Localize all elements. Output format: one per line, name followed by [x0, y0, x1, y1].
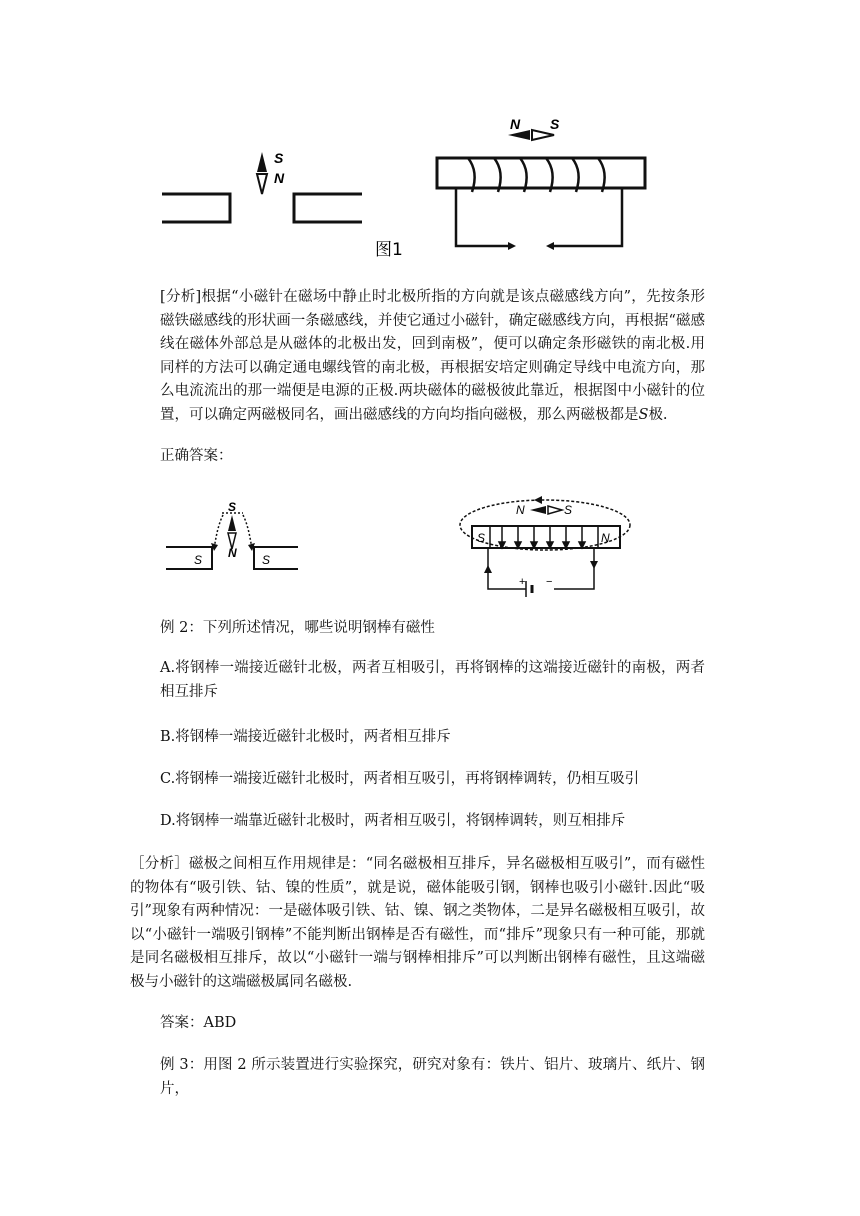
answer-compass-s-label: S [564, 503, 573, 517]
bar-magnet-right [294, 194, 362, 222]
solenoid [437, 158, 645, 188]
answer-current-up-arrow [484, 565, 492, 573]
current-arrow-right [546, 242, 554, 250]
current-arrow-left [508, 242, 516, 250]
battery-plus: + [519, 576, 526, 588]
example-3-question: 例 3：用图 2 所示装置进行实验探究，研究对象有：铁片、铝片、玻璃片、纸片、钢片， [160, 1057, 705, 1097]
battery-minus: − [546, 576, 553, 588]
answer-magnet-right [254, 547, 298, 569]
answer-compass-n [530, 506, 546, 514]
needle-pole-n: N [510, 116, 521, 132]
figure-1-caption: 图1 [375, 240, 403, 260]
example-2-question: 例 2：下列所述情况，哪些说明钢棒有磁性 [160, 620, 435, 636]
figure-2 [160, 485, 650, 605]
answer-solenoid-right-pole: N [601, 531, 610, 545]
answer-needle-bottom-pole: N [228, 546, 237, 560]
needle-pole-top: S [274, 150, 284, 166]
answer-solenoid-windings [499, 526, 585, 548]
example-2-option-c: C.将钢棒一端接近磁针北极时，两者相互吸引，再将钢棒调转，仍相互吸引 [160, 771, 640, 787]
answer-label: 正确答案： [160, 448, 233, 464]
answer-compass-s [548, 506, 562, 514]
example-2-answer: 答案：ABD [160, 1015, 237, 1031]
circuit-wire [456, 188, 622, 246]
answer-solenoid-left-pole: S [477, 531, 486, 545]
figure-1 [150, 110, 690, 260]
example-2-option-d: D.将钢棒一端靠近磁针北极时，两者相互吸引，将钢棒调转，则互相排斥 [160, 813, 626, 829]
answer-compass-n-label: N [516, 503, 525, 517]
solenoid-field-arrow [534, 496, 542, 504]
answer-magnet-right-pole: S [262, 553, 271, 567]
answer-magnet-left [166, 547, 212, 569]
answer-circuit-wire [488, 548, 594, 597]
needle-pole-bottom: N [274, 170, 285, 186]
answer-magnet-left-pole: S [194, 553, 203, 567]
example-2-analysis: ［分析］磁极之间相互作用规律是：“同名磁极相互排斥，异名磁极相互吸引”，而有磁性的物体有“吸引铁、钴、镍的性质”，就是说，磁体能吸引钢，钢棒也吸引小磁针.因此“吸引”现象有两种情况：一是磁体吸引铁、钴、镍、钢之类物体，二是异名磁极相互吸引，故以“小磁针一端吸引钢棒”不能判断出钢棒是否有磁性，而“排斥”现象只有一种可能，那就是同名磁极相互排斥，故以“小磁针一端与钢棒相排斥”可以判断出钢棒有磁性，且这端磁极与小磁针的这端磁极属同名磁极. [130, 856, 705, 990]
answer-current-down-arrow [590, 561, 598, 569]
analysis-paragraph-1: [分析]根据“小磁针在磁场中静止时北极所指的方向就是该点磁感线方向”，先按条形磁铁磁感线的形状画一条磁感线，并使它通过小磁针，确定磁感线方向，再根据“磁感线在磁体外部总是从磁体的北极出发，回到南极”，便可以确定条形磁铁的南北极.用同样的方法可以确定通电螺线管的南北极，再根据安培定则确定导线中电流方向，那么电流流出的那一端便是电源的正极.两块磁体的磁极彼此靠近，根据图中小磁针的位置，可以确定两磁极同名，画出磁感线的方向均指向磁极，那么两磁极都是S极. [160, 289, 705, 423]
answer-needle-top-pole: S [228, 500, 237, 514]
bar-magnet-left [162, 194, 230, 222]
example-2-option-a: A.将钢棒一端接近磁针北极，两者互相吸引，再将钢棒的这端接近磁针的南极，两者相互排斥 [160, 660, 705, 700]
compass-needle-vertical [257, 152, 267, 194]
needle-pole-s: S [550, 116, 560, 132]
example-2-option-b: B.将钢棒一端接近磁针北极时，两者相互排斥 [160, 729, 451, 745]
answer-needle-top [228, 515, 236, 531]
